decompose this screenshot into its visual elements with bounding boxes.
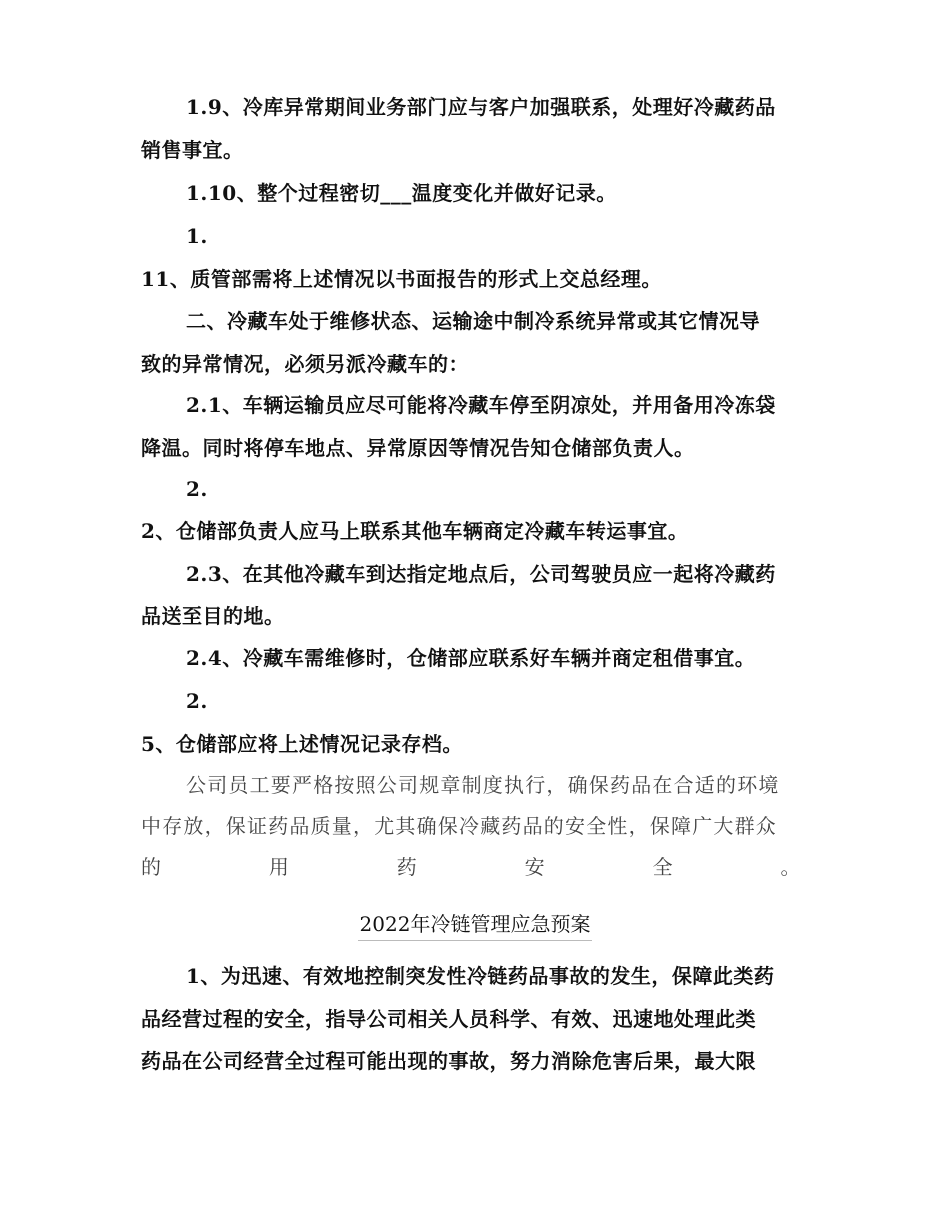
paragraph-fragment-2a: 2.: [186, 477, 208, 501]
paragraph-2-4: 2.4、冷藏车需维修时，仓储部应联系好车辆并商定租借事宜。: [186, 646, 756, 670]
paragraph-1-10: 1.10、整个过程密切___温度变化并做好记录。: [186, 181, 617, 205]
justified-char: 药: [396, 855, 418, 879]
paragraph-2-1: 2.1、车辆运输员应尽可能将冷藏车停至阴凉处，并用备用冷冻袋: [186, 393, 776, 417]
paragraph-fragment-1: 1.: [186, 224, 208, 248]
paragraph-2-3: 2.3、在其他冷藏车到达指定地点后，公司驾驶员应一起将冷藏药: [186, 562, 776, 586]
paragraph-1-9: 1.9、冷库异常期间业务部门应与客户加强联系，处理好冷藏药品: [186, 95, 776, 119]
justified-char: 。: [780, 855, 801, 879]
closing-paragraph-continued: 中存放，保证药品质量，尤其确保冷藏药品的安全性，保障广大群众: [141, 814, 777, 838]
justified-char: 全: [652, 855, 674, 879]
justified-char: 的: [141, 855, 162, 879]
paragraph-2-3-continued: 品送至目的地。: [141, 604, 285, 628]
paragraph-1-11: 11、质管部需将上述情况以书面报告的形式上交总经理。: [141, 267, 662, 291]
paragraph-2-1-continued: 降温。同时将停车地点、异常原因等情况告知仓储部负责人。: [141, 436, 695, 460]
paragraph-section-2: 二、冷藏车处于维修状态、运输途中制冷系统异常或其它情况导: [186, 309, 760, 333]
paragraph-1-9-continued: 销售事宜。: [141, 138, 244, 162]
section-paragraph-1: 1、为迅速、有效地控制突发性冷链药品事故的发生，保障此类药: [186, 964, 775, 988]
section-title: [0, 909, 950, 941]
paragraph-fragment-2b: 2.: [186, 689, 208, 713]
justified-char: 用: [268, 855, 290, 879]
paragraph-2-5: 5、仓储部应将上述情况记录存档。: [141, 732, 463, 756]
section-paragraph-1-continued-a: 品经营过程的安全，指导公司相关人员科学、有效、迅速地处理此类: [141, 1007, 756, 1031]
closing-paragraph-justified-line: [141, 852, 801, 882]
justified-char: 安: [524, 855, 546, 879]
closing-paragraph: 公司员工要严格按照公司规章制度执行，确保药品在合适的环境: [186, 773, 780, 797]
paragraph-section-2-continued: 致的异常情况，必须另派冷藏车的：: [141, 352, 469, 376]
section-paragraph-1-continued-b: 药品在公司经营全过程可能出现的事故，努力消除危害后果，最大限: [141, 1049, 756, 1073]
section-title-text: 2022年冷链管理应急预案: [358, 909, 593, 941]
paragraph-2-2: 2、仓储部负责人应马上联系其他车辆商定冷藏车转运事宜。: [141, 519, 689, 543]
